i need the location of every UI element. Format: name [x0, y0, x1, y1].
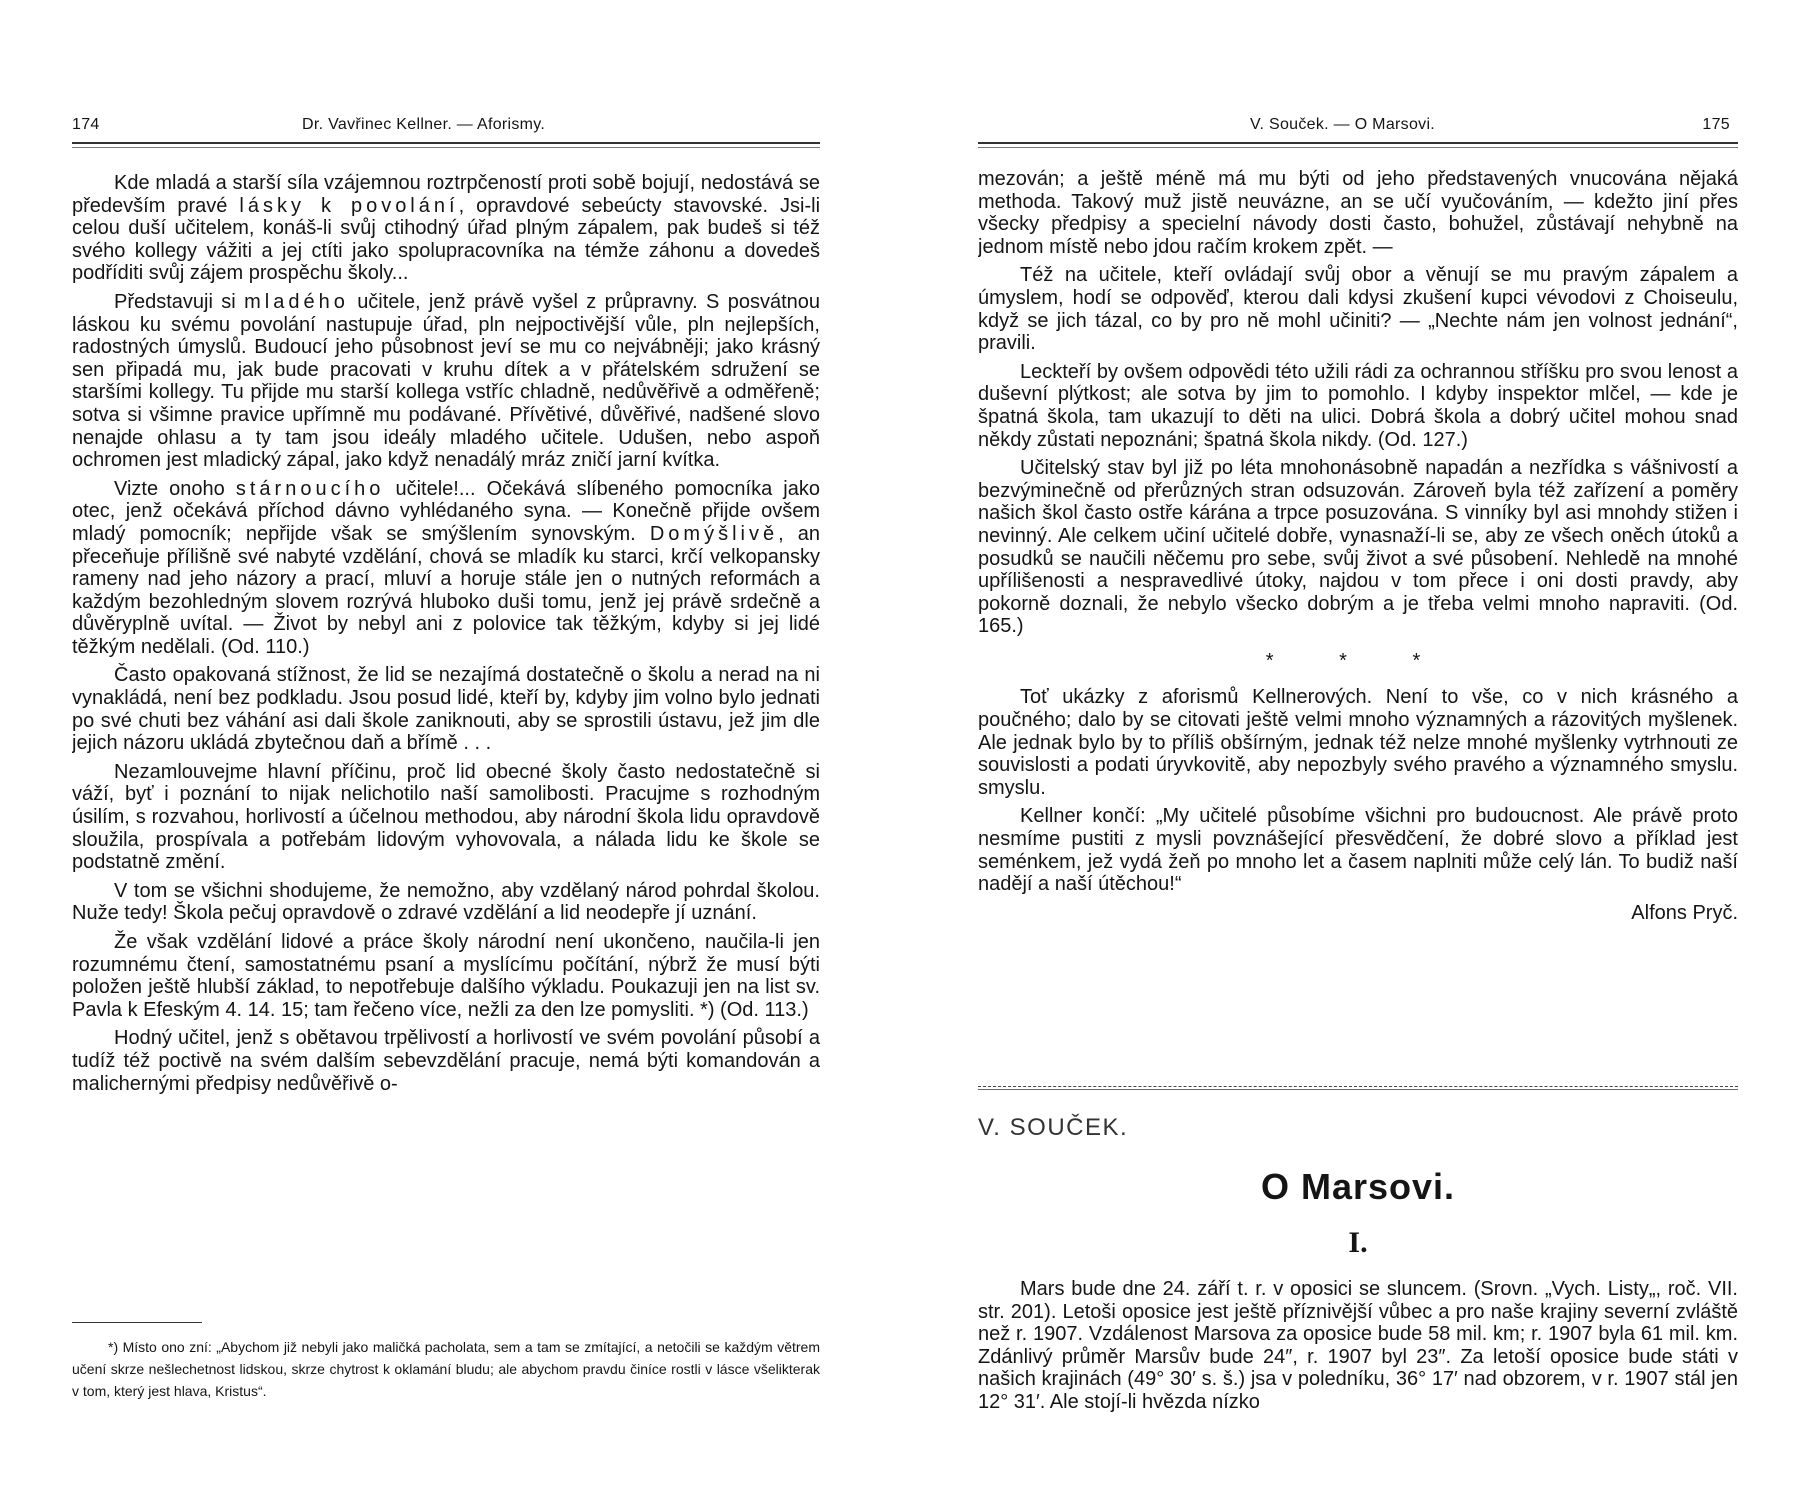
- paragraph-3: Vizte onoho stárnoucího učitele!... Očekává slíbeného pomocníka jako otec, jenž očekává příchod dávno vyhlédaného syna. — Konečně přijde ovšem mladý pomocník; nepřijde však se smýšlením synovským. Domýšlivě, an přeceňuje přílišně své nabyté vzdělání, chová se mladík ku starci, krčí velkopansky rameny nad jeho názory a prací, mluví a horuje stále jen o nutných reformách a každým bezohledným slovem rozrývá hluboko duši tomu, jenž jej právě srdečně a důvěryplně uvítal. — Život by nebyl ani z polovice tak těžkým, kdyby si jej lidé těžkým nedělali. (Od. 110.): [72, 477, 820, 658]
- closing-paragraph-1: Toť ukázky z aforismů Kellnerových. Není to vše, co v nich krásného a poučného; dalo by se citovati ještě velmi mnoho významných a rázovitých myšlenek. Ale jednak bylo by to příliš obšírným, jednak též nelze mnohé myšlenky vytrhnouti ze souvislosti a podati úryvkovitě, aby nepozbyly svého pravého a významného smyslu. smyslu.: [978, 686, 1738, 799]
- paragraph-4: Často opakovaná stížnost, že lid se nezajímá dostatečně o školu a nerad na ni vynakládá, není bez podkladu. Jsou posud lidé, kteří by, kdyby jim volno bylo jednati po své chuti bez váhání asi dali škole zaniknouti, aby se sprostili ústavu, jež jim dle jejich názoru ukládá zbytečnou daň a břímě . . .: [72, 664, 820, 755]
- paragraph-2: Představuji si mladého učitele, jenž právě vyšel z průpravny. S posvátnou láskou ku svému povolání nastupuje úřad, pln nejpoctivější vůle, pln nejlepších, radostných úmyslů. Budoucí jeho působnost jeví se mu co nejvábněji; jako krásný sen připadá mu, jak bude pracovati v kruhu dítek a v přátelském sdružení se staršími kollegy. Tu přijde mu starší kollega vstříc chladně, nedůvěřivě a odměřeně; sotva si všimne pravice upřímně mu podávané. Přívětivé, důvěřivé, nadšené slovo nenajde ohlasu a ty tam jsou ideály mladého učitele. Udušen, nebo aspoň ochromen jest mladický zápal, jako když nenadálý mráz zničí jarní kvítka.: [72, 290, 820, 472]
- paragraph-3: Učitelský stav byl již po léta mnohonásobně napadán a nezřídka s vášnivostí a bezvýminečně od přerůzných stran odsuzován. Zároveň byla též zařízení a poměry našich škol často ostře kárána a trpce posuzována. S vinníky byl asi mnohdy stižen i nevinný. Ale celkem učiní učitelé dobře, vynasnaží-li se, aby ze všech oněch útoků a posudků se naučili něčemu pro sebe, svůj život a své působení. Nehledě na mnohé upřílišenosti a nespravedlivé útoky, najdou v tom přece i oni dosti pravdy, aby pokorně doznali, že nebylo všecko dobrým a je třeba velmi mnoho napraviti. (Od. 165.): [978, 457, 1738, 638]
- article-body: [72, 172, 820, 1101]
- paragraph-8: Hodný učitel, jenž s obětavou trpělivostí a horlivostí ve svém povolání působí a tudíž též poctivě na svém dalším sebevzdělání pracuje, nemá býti komandován a malichernými předpisy nedůvěřivě o-: [72, 1027, 820, 1095]
- running-title: Dr. Vavřinec Kellner. — Aforismy.: [302, 116, 546, 133]
- header-rule: [978, 142, 1738, 148]
- paragraph-5: Nezamlouvejme hlavní příčinu, proč lid obecné školy často nedostatečně si váží, byť i poznání to nijak nelichotilo naší samolibosti. Pracujme s rozhodným úsilím, s rozvahou, horlivostí a účelnou methodou, aby národní škola lidu opravdově sloužila, prospívala a potřebám lidovým vyhovovala, a nálada lidu ke škole se podstatně změní.: [72, 760, 820, 874]
- section-stars: * * *: [1265, 649, 1451, 672]
- article-body: [978, 168, 1738, 930]
- article-title: O Marsovi.: [1260, 1166, 1456, 1207]
- page-number: 174: [72, 116, 100, 133]
- left-page: [72, 0, 820, 1500]
- footnote-rule: [72, 1322, 202, 1323]
- next-article-body: [978, 1278, 1738, 1420]
- article-author: V. SOUČEK.: [978, 1114, 1129, 1141]
- paragraph-1: Mars bude dne 24. září t. r. v oposici se sluncem. (Srovn. „Vych. Listy„, roč. VII. str. 201). Letoši oposice jest ještě příznivější vůbec a pro naše krajiny severní zvláště než r. 1907. Vzdálenost Marsova za oposice bude 58 mil. km; r. 1907 byla 61 mil. km. Zdánlivý průměr Marsův bude 24″, r. 1907 byl 23″. Za letoší oposice bude státi v našich krajinách (49° 30′ s. š.) jsa v poledníku, 36° 17′ nad obzorem, v r. 1907 stál jen 12° 31′. Ale stojí-li hvězda nízko: [978, 1278, 1738, 1413]
- page-number: 175: [1702, 116, 1730, 133]
- paragraph-1: Kde mladá a starší síla vzájemnou roztrpčeností proti sobě bojují, nedostává se především pravé lásky k povolání, opravdové sebeúcty stavovské. Jsi-li celou duší učitelem, konáš-li svůj ctihodný úřad plným zápalem, pak budeš si též svého kollegy vážiti a jej ctíti jako spolupracovníka na témže záhonu a dovedeš podříditi svůj zájem prospěchu školy...: [72, 172, 820, 285]
- paragraph-2: Leckteří by ovšem odpovědi této užili rádi za ochrannou stříšku pro svou lenost a duševní plýtkost; ale sotva by jim to pomohlo. I kdyby inspektor mlčel, — kde je špatná škola, tam ukazují to děti na ulici. Dobrá škola a dobrý učitel mohou snad někdy zůstati nepoznáni; špatná škola nikdy. (Od. 127.): [978, 360, 1738, 451]
- paragraph-1: Též na učitele, kteří ovládají svůj obor a věnují se mu pravým zápalem a úmyslem, hodí se odpověď, kterou dali kdysi zkušení kupci vévodovi z Choiseulu, když se jich tázal, co by pro ně mohl učiniti? — „Nechte nám jen volnost jednání“, pravili.: [978, 264, 1738, 355]
- page-header: [978, 106, 1738, 136]
- footnote: *) Místo ono zní: „Abychom již nebyli jako maličká pacholata, sem a tam se zmítající, a netočili se každým větrem učení skrze nešlechetnost lidskou, skrze chytrost k oklamání bludu; ale abychom pravdu činíce rostli v lásce všelikterak v tom, který jest hlava, Kristus“.: [72, 1339, 820, 1399]
- paragraph-6: V tom se všichni shodujeme, že nemožno, aby vzdělaný národ pohrdal školou. Nuže tedy! Škola pečuj opravdově o zdravé vzdělání a lid neodepře jí uznání.: [72, 879, 820, 925]
- running-title: V. Souček. — O Marsovi.: [1250, 116, 1436, 133]
- header-rule: [72, 142, 820, 148]
- right-page: [978, 0, 1738, 1500]
- section-divider: [978, 1086, 1738, 1090]
- signature: Alfons Pryč.: [1631, 901, 1738, 924]
- section-number: I.: [1348, 1226, 1368, 1259]
- continuation-paragraph: mezován; a ještě méně má mu býti od jeho představených vnucována nějaká methoda. Takový muž jistě neuvázne, an se učí vyučováním, — kdežto jiní přes všecky předpisy a specielní návody dosti často, bohužel, zůstávají nehybně na jednom místě nebo jdou račím krokem zpět. —: [978, 168, 1738, 258]
- paragraph-7: Že však vzdělání lidové a práce školy národní není ukončeno, naučila-li jen rozumnému čtení, samostatnému psaní a myslícímu počítání, nýbrž že musí býti položen ještě hlubší základ, to nepotřebuje dalšího výkladu. Poukazuji jen na list sv. Pavla k Efeským 4. 14. 15; tam řečeno více, nežli za den lze pomysliti. *) (Od. 113.): [72, 931, 820, 1021]
- page-header: [72, 106, 820, 136]
- closing-paragraph-2: Kellner končí: „My učitelé působíme všichni pro budoucnost. Ale právě proto nesmíme pustiti z mysli povznášející přesvědčení, že dobré slovo a příklad jest seménkem, jež vydá žeň po mnoho let a časem naplniti může celý lán. To budiž naší nadějí a naší útěchou!“: [978, 805, 1738, 896]
